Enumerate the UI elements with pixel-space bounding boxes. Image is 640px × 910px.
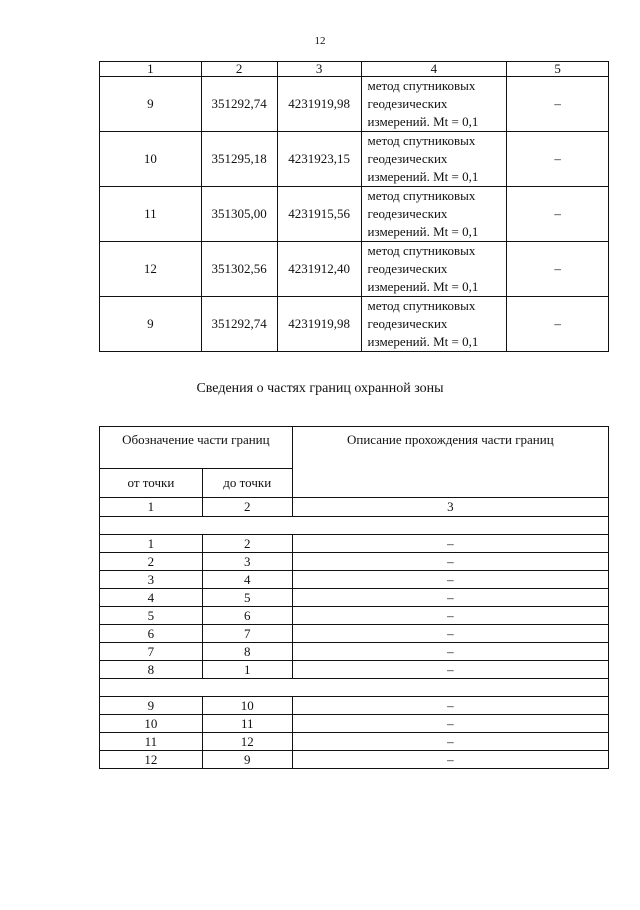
method-line: метод спутниковых — [367, 243, 476, 258]
part-description: – — [292, 697, 608, 715]
column-number-2: 2 — [202, 498, 292, 517]
coordinates-row — [100, 77, 609, 132]
to-point: 12 — [202, 733, 292, 751]
to-point: 6 — [202, 607, 292, 625]
boundary-part-row — [100, 715, 609, 733]
coordinates-row — [100, 242, 609, 297]
header-col-4: 4 — [361, 62, 507, 77]
part-description: – — [292, 715, 608, 733]
from-point: 5 — [100, 607, 203, 625]
to-point: 7 — [202, 625, 292, 643]
boundary-part-row — [100, 643, 609, 661]
method-line: измерений. Mt = 0,1 — [367, 114, 479, 129]
method-description — [361, 297, 507, 352]
from-point: 8 — [100, 661, 203, 679]
boundary-part-row — [100, 589, 609, 607]
boundary-part-row — [100, 607, 609, 625]
from-point: 4 — [100, 589, 203, 607]
from-point: 11 — [100, 733, 203, 751]
to-point: 3 — [202, 553, 292, 571]
method-line: метод спутниковых — [367, 298, 476, 313]
from-point: 7 — [100, 643, 203, 661]
method-line: измерений. Mt = 0,1 — [367, 169, 479, 184]
point-number: 12 — [100, 242, 202, 297]
method-description — [361, 187, 507, 242]
from-point: 6 — [100, 625, 203, 643]
to-point: 2 — [202, 535, 292, 553]
coordinate-x: 351305,00 — [201, 187, 277, 242]
note-value: – — [507, 187, 609, 242]
boundary-part-row — [100, 553, 609, 571]
note-value: – — [507, 132, 609, 187]
coordinate-y: 4231919,98 — [277, 77, 361, 132]
coordinate-x: 351295,18 — [201, 132, 277, 187]
method-line: геодезических — [367, 151, 448, 166]
method-description — [361, 242, 507, 297]
method-line: метод спутниковых — [367, 78, 476, 93]
point-number: 10 — [100, 132, 202, 187]
to-point: 11 — [202, 715, 292, 733]
method-line: измерений. Mt = 0,1 — [367, 334, 479, 349]
header-col-5: 5 — [507, 62, 609, 77]
boundary-part-row — [100, 661, 609, 679]
to-point: 10 — [202, 697, 292, 715]
method-line: метод спутниковых — [367, 188, 476, 203]
coordinates-table — [99, 61, 609, 352]
from-point: 10 — [100, 715, 203, 733]
part-description: – — [292, 553, 608, 571]
method-line: геодезических — [367, 96, 448, 111]
method-line: геодезических — [367, 316, 448, 331]
group-separator-cell — [100, 679, 609, 697]
method-line: метод спутниковых — [367, 133, 476, 148]
coordinates-row — [100, 297, 609, 352]
from-point: 2 — [100, 553, 203, 571]
to-point-header: до точки — [202, 469, 292, 498]
header-col-3: 3 — [277, 62, 361, 77]
coordinate-y: 4231915,56 — [277, 187, 361, 242]
part-description: – — [292, 607, 608, 625]
part-description: – — [292, 589, 608, 607]
part-description: – — [292, 535, 608, 553]
header-col-1: 1 — [100, 62, 202, 77]
group-separator-row — [100, 679, 609, 697]
to-point: 8 — [202, 643, 292, 661]
section-title: Сведения о частях границ охранной зоны — [196, 381, 444, 396]
from-point: 1 — [100, 535, 203, 553]
note-value: – — [507, 77, 609, 132]
boundary-parts-table — [99, 426, 609, 769]
part-description: – — [292, 751, 608, 769]
part-description: – — [292, 625, 608, 643]
coordinates-row — [100, 187, 609, 242]
to-point: 9 — [202, 751, 292, 769]
coordinate-x: 351292,74 — [201, 77, 277, 132]
page-number: 12 — [314, 35, 326, 47]
from-point-header: от точки — [100, 469, 203, 498]
note-value: – — [507, 297, 609, 352]
method-line: геодезических — [367, 206, 448, 221]
coordinate-x: 351292,74 — [201, 297, 277, 352]
from-point: 12 — [100, 751, 203, 769]
note-value: – — [507, 242, 609, 297]
header-col-2: 2 — [201, 62, 277, 77]
part-description: – — [292, 661, 608, 679]
description-header: Описание прохождения части границ — [292, 427, 608, 498]
to-point: 5 — [202, 589, 292, 607]
coordinates-header-row — [100, 62, 609, 77]
part-description: – — [292, 571, 608, 589]
coordinate-x: 351302,56 — [201, 242, 277, 297]
coordinate-y: 4231923,15 — [277, 132, 361, 187]
boundary-part-row — [100, 697, 609, 715]
column-number-3: 3 — [292, 498, 608, 517]
boundary-part-row — [100, 535, 609, 553]
group-separator-row — [100, 517, 609, 535]
column-number-row — [100, 498, 609, 517]
part-description: – — [292, 733, 608, 751]
boundary-part-row — [100, 625, 609, 643]
point-number: 9 — [100, 297, 202, 352]
method-line: геодезических — [367, 261, 448, 276]
column-number-1: 1 — [100, 498, 203, 517]
method-line: измерений. Mt = 0,1 — [367, 279, 479, 294]
boundary-part-row — [100, 733, 609, 751]
group-separator-cell — [100, 517, 609, 535]
from-point: 3 — [100, 571, 203, 589]
point-number: 11 — [100, 187, 202, 242]
method-description — [361, 77, 507, 132]
point-number: 9 — [100, 77, 202, 132]
from-point: 9 — [100, 697, 203, 715]
coordinate-y: 4231919,98 — [277, 297, 361, 352]
method-description — [361, 132, 507, 187]
method-line: измерений. Mt = 0,1 — [367, 224, 479, 239]
to-point: 1 — [202, 661, 292, 679]
coordinate-y: 4231912,40 — [277, 242, 361, 297]
part-description: – — [292, 643, 608, 661]
group-header: Обозначение части границ — [100, 427, 293, 469]
boundary-part-row — [100, 751, 609, 769]
to-point: 4 — [202, 571, 292, 589]
boundary-part-row — [100, 571, 609, 589]
coordinates-row — [100, 132, 609, 187]
